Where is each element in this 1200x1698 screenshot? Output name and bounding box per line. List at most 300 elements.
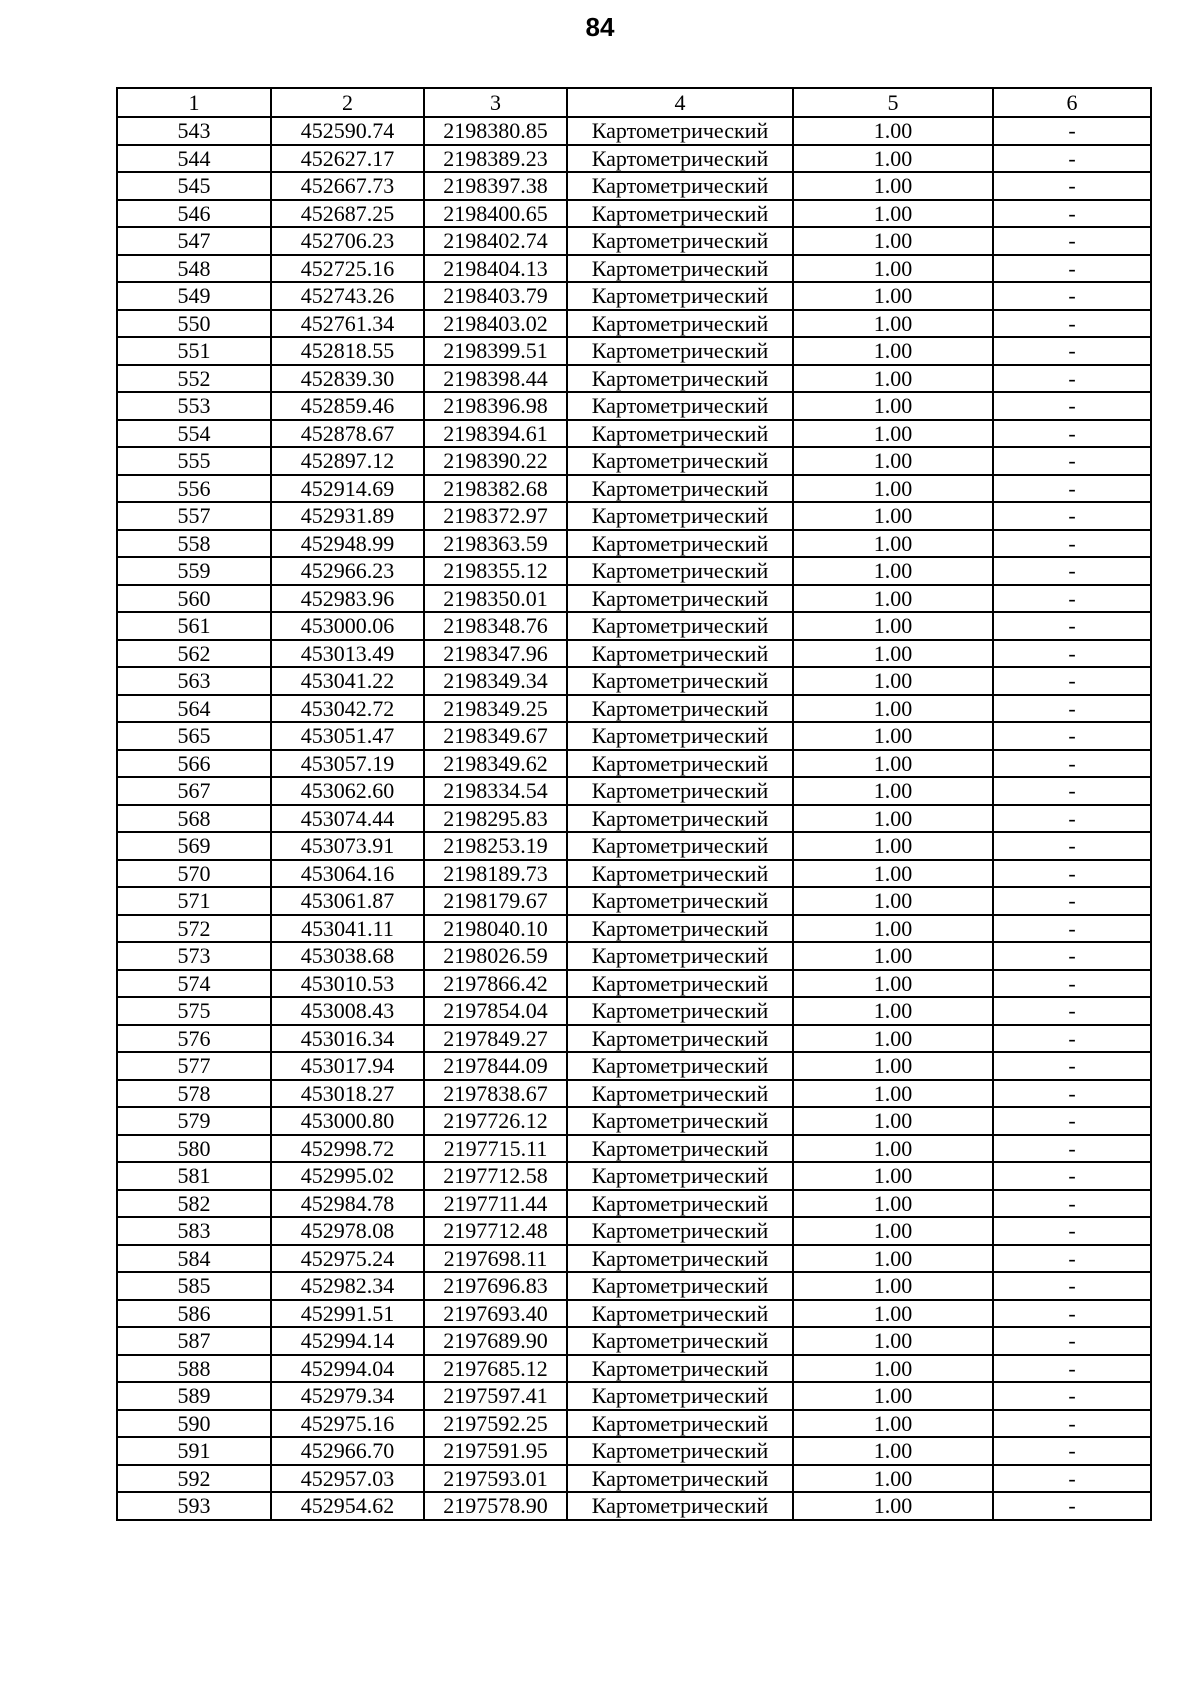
cell-point-number: 559 bbox=[117, 557, 271, 585]
cell-y-coordinate: 2197712.48 bbox=[424, 1217, 567, 1245]
cell-method: Картометрический bbox=[567, 695, 793, 723]
cell-description: - bbox=[993, 832, 1151, 860]
cell-accuracy: 1.00 bbox=[793, 832, 993, 860]
cell-x-coordinate: 452687.25 bbox=[271, 200, 424, 228]
cell-x-coordinate: 452725.16 bbox=[271, 255, 424, 283]
cell-method: Картометрический bbox=[567, 502, 793, 530]
table-row bbox=[117, 1492, 1151, 1520]
cell-description: - bbox=[993, 337, 1151, 365]
cell-x-coordinate: 453041.11 bbox=[271, 915, 424, 943]
cell-y-coordinate: 2198382.68 bbox=[424, 475, 567, 503]
cell-description: - bbox=[993, 1025, 1151, 1053]
cell-point-number: 578 bbox=[117, 1080, 271, 1108]
cell-point-number: 589 bbox=[117, 1382, 271, 1410]
cell-x-coordinate: 452897.12 bbox=[271, 447, 424, 475]
cell-method: Картометрический bbox=[567, 1492, 793, 1520]
cell-y-coordinate: 2197592.25 bbox=[424, 1410, 567, 1438]
cell-method: Картометрический bbox=[567, 1300, 793, 1328]
cell-x-coordinate: 453051.47 bbox=[271, 722, 424, 750]
cell-point-number: 573 bbox=[117, 942, 271, 970]
table-row bbox=[117, 1355, 1151, 1383]
cell-description: - bbox=[993, 1410, 1151, 1438]
cell-description: - bbox=[993, 557, 1151, 585]
table-row bbox=[117, 667, 1151, 695]
table-row bbox=[117, 887, 1151, 915]
cell-description: - bbox=[993, 1355, 1151, 1383]
cell-description: - bbox=[993, 145, 1151, 173]
cell-description: - bbox=[993, 915, 1151, 943]
cell-description: - bbox=[993, 310, 1151, 338]
table-row bbox=[117, 915, 1151, 943]
cell-point-number: 547 bbox=[117, 227, 271, 255]
cell-accuracy: 1.00 bbox=[793, 585, 993, 613]
cell-x-coordinate: 452954.62 bbox=[271, 1492, 424, 1520]
cell-method: Картометрический bbox=[567, 640, 793, 668]
cell-accuracy: 1.00 bbox=[793, 145, 993, 173]
table-row bbox=[117, 585, 1151, 613]
cell-y-coordinate: 2197693.40 bbox=[424, 1300, 567, 1328]
cell-description: - bbox=[993, 667, 1151, 695]
cell-point-number: 560 bbox=[117, 585, 271, 613]
cell-y-coordinate: 2198189.73 bbox=[424, 860, 567, 888]
cell-description: - bbox=[993, 1217, 1151, 1245]
cell-y-coordinate: 2198355.12 bbox=[424, 557, 567, 585]
cell-accuracy: 1.00 bbox=[793, 777, 993, 805]
cell-accuracy: 1.00 bbox=[793, 1272, 993, 1300]
column-header-accuracy: 5 bbox=[793, 88, 993, 117]
table-row bbox=[117, 1107, 1151, 1135]
cell-method: Картометрический bbox=[567, 172, 793, 200]
cell-accuracy: 1.00 bbox=[793, 1437, 993, 1465]
cell-y-coordinate: 2197711.44 bbox=[424, 1190, 567, 1218]
cell-method: Картометрический bbox=[567, 1135, 793, 1163]
cell-accuracy: 1.00 bbox=[793, 667, 993, 695]
cell-accuracy: 1.00 bbox=[793, 172, 993, 200]
cell-x-coordinate: 452983.96 bbox=[271, 585, 424, 613]
cell-point-number: 546 bbox=[117, 200, 271, 228]
cell-point-number: 570 bbox=[117, 860, 271, 888]
cell-x-coordinate: 452931.89 bbox=[271, 502, 424, 530]
cell-x-coordinate: 453074.44 bbox=[271, 805, 424, 833]
cell-point-number: 574 bbox=[117, 970, 271, 998]
cell-accuracy: 1.00 bbox=[793, 805, 993, 833]
cell-method: Картометрический bbox=[567, 392, 793, 420]
cell-point-number: 590 bbox=[117, 1410, 271, 1438]
cell-point-number: 557 bbox=[117, 502, 271, 530]
cell-description: - bbox=[993, 365, 1151, 393]
cell-description: - bbox=[993, 1052, 1151, 1080]
table-row bbox=[117, 337, 1151, 365]
cell-point-number: 592 bbox=[117, 1465, 271, 1493]
cell-accuracy: 1.00 bbox=[793, 1492, 993, 1520]
cell-x-coordinate: 453008.43 bbox=[271, 997, 424, 1025]
cell-description: - bbox=[993, 1107, 1151, 1135]
table-row bbox=[117, 1410, 1151, 1438]
table-row bbox=[117, 750, 1151, 778]
cell-y-coordinate: 2198399.51 bbox=[424, 337, 567, 365]
cell-accuracy: 1.00 bbox=[793, 420, 993, 448]
table-row bbox=[117, 172, 1151, 200]
cell-x-coordinate: 452957.03 bbox=[271, 1465, 424, 1493]
cell-x-coordinate: 452966.23 bbox=[271, 557, 424, 585]
cell-method: Картометрический bbox=[567, 420, 793, 448]
cell-accuracy: 1.00 bbox=[793, 310, 993, 338]
cell-description: - bbox=[993, 255, 1151, 283]
cell-x-coordinate: 453061.87 bbox=[271, 887, 424, 915]
cell-y-coordinate: 2198253.19 bbox=[424, 832, 567, 860]
cell-y-coordinate: 2198390.22 bbox=[424, 447, 567, 475]
table-row bbox=[117, 1465, 1151, 1493]
cell-point-number: 583 bbox=[117, 1217, 271, 1245]
cell-description: - bbox=[993, 1327, 1151, 1355]
cell-point-number: 581 bbox=[117, 1162, 271, 1190]
cell-description: - bbox=[993, 695, 1151, 723]
cell-description: - bbox=[993, 1162, 1151, 1190]
table-body bbox=[117, 117, 1151, 1520]
page-number: 84 bbox=[585, 12, 615, 42]
cell-method: Картометрический bbox=[567, 860, 793, 888]
cell-accuracy: 1.00 bbox=[793, 1135, 993, 1163]
cell-accuracy: 1.00 bbox=[793, 970, 993, 998]
table-header-row bbox=[117, 88, 1151, 117]
cell-point-number: 576 bbox=[117, 1025, 271, 1053]
cell-accuracy: 1.00 bbox=[793, 1245, 993, 1273]
cell-accuracy: 1.00 bbox=[793, 530, 993, 558]
cell-x-coordinate: 452994.14 bbox=[271, 1327, 424, 1355]
cell-y-coordinate: 2197715.11 bbox=[424, 1135, 567, 1163]
cell-point-number: 582 bbox=[117, 1190, 271, 1218]
cell-y-coordinate: 2198400.65 bbox=[424, 200, 567, 228]
cell-y-coordinate: 2198350.01 bbox=[424, 585, 567, 613]
cell-y-coordinate: 2197849.27 bbox=[424, 1025, 567, 1053]
cell-x-coordinate: 452590.74 bbox=[271, 117, 424, 145]
cell-method: Картометрический bbox=[567, 612, 793, 640]
cell-accuracy: 1.00 bbox=[793, 1052, 993, 1080]
table-row bbox=[117, 145, 1151, 173]
cell-point-number: 577 bbox=[117, 1052, 271, 1080]
cell-point-number: 569 bbox=[117, 832, 271, 860]
cell-x-coordinate: 452991.51 bbox=[271, 1300, 424, 1328]
cell-method: Картометрический bbox=[567, 255, 793, 283]
cell-accuracy: 1.00 bbox=[793, 1080, 993, 1108]
cell-x-coordinate: 453017.94 bbox=[271, 1052, 424, 1080]
cell-point-number: 585 bbox=[117, 1272, 271, 1300]
cell-y-coordinate: 2198402.74 bbox=[424, 227, 567, 255]
table-row bbox=[117, 832, 1151, 860]
cell-x-coordinate: 452975.16 bbox=[271, 1410, 424, 1438]
cell-description: - bbox=[993, 1492, 1151, 1520]
cell-method: Картометрический bbox=[567, 117, 793, 145]
cell-method: Картометрический bbox=[567, 1107, 793, 1135]
cell-point-number: 548 bbox=[117, 255, 271, 283]
table-row bbox=[117, 502, 1151, 530]
cell-point-number: 575 bbox=[117, 997, 271, 1025]
cell-method: Картометрический bbox=[567, 832, 793, 860]
table-row bbox=[117, 942, 1151, 970]
cell-description: - bbox=[993, 475, 1151, 503]
table-row bbox=[117, 1025, 1151, 1053]
cell-description: - bbox=[993, 1465, 1151, 1493]
cell-y-coordinate: 2197712.58 bbox=[424, 1162, 567, 1190]
cell-y-coordinate: 2197591.95 bbox=[424, 1437, 567, 1465]
cell-accuracy: 1.00 bbox=[793, 722, 993, 750]
table-row bbox=[117, 640, 1151, 668]
cell-method: Картометрический bbox=[567, 1382, 793, 1410]
cell-y-coordinate: 2197578.90 bbox=[424, 1492, 567, 1520]
cell-point-number: 551 bbox=[117, 337, 271, 365]
cell-accuracy: 1.00 bbox=[793, 887, 993, 915]
cell-point-number: 587 bbox=[117, 1327, 271, 1355]
cell-point-number: 554 bbox=[117, 420, 271, 448]
cell-x-coordinate: 453000.80 bbox=[271, 1107, 424, 1135]
cell-accuracy: 1.00 bbox=[793, 475, 993, 503]
cell-accuracy: 1.00 bbox=[793, 750, 993, 778]
table-row bbox=[117, 805, 1151, 833]
cell-point-number: 567 bbox=[117, 777, 271, 805]
cell-point-number: 564 bbox=[117, 695, 271, 723]
cell-y-coordinate: 2198394.61 bbox=[424, 420, 567, 448]
table-row bbox=[117, 1190, 1151, 1218]
cell-description: - bbox=[993, 1135, 1151, 1163]
cell-accuracy: 1.00 bbox=[793, 447, 993, 475]
cell-description: - bbox=[993, 997, 1151, 1025]
cell-x-coordinate: 452998.72 bbox=[271, 1135, 424, 1163]
cell-point-number: 558 bbox=[117, 530, 271, 558]
cell-x-coordinate: 453013.49 bbox=[271, 640, 424, 668]
cell-x-coordinate: 453018.27 bbox=[271, 1080, 424, 1108]
cell-method: Картометрический bbox=[567, 1437, 793, 1465]
cell-point-number: 566 bbox=[117, 750, 271, 778]
cell-method: Картометрический bbox=[567, 942, 793, 970]
cell-method: Картометрический bbox=[567, 1272, 793, 1300]
cell-method: Картометрический bbox=[567, 1190, 793, 1218]
cell-method: Картометрический bbox=[567, 777, 793, 805]
column-header-description: 6 bbox=[993, 88, 1151, 117]
cell-x-coordinate: 452743.26 bbox=[271, 282, 424, 310]
table-row bbox=[117, 557, 1151, 585]
cell-point-number: 545 bbox=[117, 172, 271, 200]
cell-method: Картометрический bbox=[567, 1410, 793, 1438]
cell-method: Картометрический bbox=[567, 667, 793, 695]
cell-x-coordinate: 453038.68 bbox=[271, 942, 424, 970]
cell-x-coordinate: 452839.30 bbox=[271, 365, 424, 393]
cell-y-coordinate: 2198334.54 bbox=[424, 777, 567, 805]
table-row bbox=[117, 117, 1151, 145]
cell-method: Картометрический bbox=[567, 337, 793, 365]
table-row bbox=[117, 227, 1151, 255]
cell-x-coordinate: 452761.34 bbox=[271, 310, 424, 338]
cell-y-coordinate: 2197838.67 bbox=[424, 1080, 567, 1108]
cell-method: Картометрический bbox=[567, 750, 793, 778]
cell-y-coordinate: 2198403.02 bbox=[424, 310, 567, 338]
cell-description: - bbox=[993, 447, 1151, 475]
cell-accuracy: 1.00 bbox=[793, 1162, 993, 1190]
cell-method: Картометрический bbox=[567, 915, 793, 943]
cell-x-coordinate: 453041.22 bbox=[271, 667, 424, 695]
cell-method: Картометрический bbox=[567, 1465, 793, 1493]
cell-description: - bbox=[993, 117, 1151, 145]
cell-y-coordinate: 2198389.23 bbox=[424, 145, 567, 173]
table-row bbox=[117, 1245, 1151, 1273]
cell-y-coordinate: 2197593.01 bbox=[424, 1465, 567, 1493]
cell-y-coordinate: 2197866.42 bbox=[424, 970, 567, 998]
cell-method: Картометрический bbox=[567, 557, 793, 585]
cell-point-number: 586 bbox=[117, 1300, 271, 1328]
table-row bbox=[117, 392, 1151, 420]
column-header-x-coordinate: 2 bbox=[271, 88, 424, 117]
cell-point-number: 556 bbox=[117, 475, 271, 503]
cell-description: - bbox=[993, 227, 1151, 255]
table-row bbox=[117, 1162, 1151, 1190]
cell-description: - bbox=[993, 392, 1151, 420]
cell-description: - bbox=[993, 750, 1151, 778]
cell-point-number: 553 bbox=[117, 392, 271, 420]
cell-accuracy: 1.00 bbox=[793, 337, 993, 365]
cell-accuracy: 1.00 bbox=[793, 1217, 993, 1245]
cell-method: Картометрический bbox=[567, 1080, 793, 1108]
cell-description: - bbox=[993, 722, 1151, 750]
cell-accuracy: 1.00 bbox=[793, 915, 993, 943]
cell-point-number: 568 bbox=[117, 805, 271, 833]
cell-y-coordinate: 2198396.98 bbox=[424, 392, 567, 420]
cell-x-coordinate: 452994.04 bbox=[271, 1355, 424, 1383]
cell-description: - bbox=[993, 585, 1151, 613]
cell-method: Картометрический bbox=[567, 970, 793, 998]
cell-x-coordinate: 453057.19 bbox=[271, 750, 424, 778]
cell-method: Картометрический bbox=[567, 1217, 793, 1245]
cell-y-coordinate: 2198372.97 bbox=[424, 502, 567, 530]
table-row bbox=[117, 282, 1151, 310]
cell-point-number: 552 bbox=[117, 365, 271, 393]
table-row bbox=[117, 612, 1151, 640]
cell-method: Картометрический bbox=[567, 447, 793, 475]
cell-y-coordinate: 2198349.34 bbox=[424, 667, 567, 695]
cell-description: - bbox=[993, 530, 1151, 558]
cell-accuracy: 1.00 bbox=[793, 1190, 993, 1218]
cell-y-coordinate: 2198398.44 bbox=[424, 365, 567, 393]
cell-point-number: 549 bbox=[117, 282, 271, 310]
cell-method: Картометрический bbox=[567, 200, 793, 228]
cell-method: Картометрический bbox=[567, 585, 793, 613]
cell-method: Картометрический bbox=[567, 145, 793, 173]
cell-accuracy: 1.00 bbox=[793, 1327, 993, 1355]
cell-description: - bbox=[993, 1382, 1151, 1410]
cell-y-coordinate: 2197597.41 bbox=[424, 1382, 567, 1410]
cell-y-coordinate: 2197726.12 bbox=[424, 1107, 567, 1135]
cell-accuracy: 1.00 bbox=[793, 640, 993, 668]
cell-accuracy: 1.00 bbox=[793, 1300, 993, 1328]
cell-x-coordinate: 452995.02 bbox=[271, 1162, 424, 1190]
cell-description: - bbox=[993, 860, 1151, 888]
cell-description: - bbox=[993, 887, 1151, 915]
cell-description: - bbox=[993, 200, 1151, 228]
cell-method: Картометрический bbox=[567, 1327, 793, 1355]
cell-point-number: 572 bbox=[117, 915, 271, 943]
cell-description: - bbox=[993, 777, 1151, 805]
cell-point-number: 579 bbox=[117, 1107, 271, 1135]
table-row bbox=[117, 1272, 1151, 1300]
cell-method: Картометрический bbox=[567, 887, 793, 915]
cell-method: Картометрический bbox=[567, 997, 793, 1025]
column-header-y-coordinate: 3 bbox=[424, 88, 567, 117]
cell-x-coordinate: 452818.55 bbox=[271, 337, 424, 365]
cell-accuracy: 1.00 bbox=[793, 1410, 993, 1438]
cell-accuracy: 1.00 bbox=[793, 860, 993, 888]
cell-accuracy: 1.00 bbox=[793, 1382, 993, 1410]
cell-accuracy: 1.00 bbox=[793, 200, 993, 228]
cell-x-coordinate: 453042.72 bbox=[271, 695, 424, 723]
cell-description: - bbox=[993, 1245, 1151, 1273]
table-row bbox=[117, 722, 1151, 750]
cell-y-coordinate: 2197854.04 bbox=[424, 997, 567, 1025]
cell-x-coordinate: 452706.23 bbox=[271, 227, 424, 255]
cell-description: - bbox=[993, 420, 1151, 448]
cell-y-coordinate: 2198295.83 bbox=[424, 805, 567, 833]
cell-description: - bbox=[993, 970, 1151, 998]
cell-y-coordinate: 2198403.79 bbox=[424, 282, 567, 310]
cell-x-coordinate: 453073.91 bbox=[271, 832, 424, 860]
column-header-method: 4 bbox=[567, 88, 793, 117]
cell-method: Картометрический bbox=[567, 365, 793, 393]
table-row bbox=[117, 310, 1151, 338]
table-row bbox=[117, 530, 1151, 558]
table-row bbox=[117, 1052, 1151, 1080]
cell-x-coordinate: 452984.78 bbox=[271, 1190, 424, 1218]
cell-accuracy: 1.00 bbox=[793, 1107, 993, 1135]
cell-description: - bbox=[993, 172, 1151, 200]
table-row bbox=[117, 1437, 1151, 1465]
cell-x-coordinate: 452859.46 bbox=[271, 392, 424, 420]
table-row bbox=[117, 695, 1151, 723]
cell-accuracy: 1.00 bbox=[793, 695, 993, 723]
table-row bbox=[117, 860, 1151, 888]
cell-accuracy: 1.00 bbox=[793, 392, 993, 420]
cell-method: Картометрический bbox=[567, 1052, 793, 1080]
cell-method: Картометрический bbox=[567, 1245, 793, 1273]
cell-accuracy: 1.00 bbox=[793, 255, 993, 283]
cell-point-number: 584 bbox=[117, 1245, 271, 1273]
coordinates-table bbox=[116, 87, 1152, 1521]
cell-accuracy: 1.00 bbox=[793, 997, 993, 1025]
cell-y-coordinate: 2197696.83 bbox=[424, 1272, 567, 1300]
cell-accuracy: 1.00 bbox=[793, 502, 993, 530]
cell-method: Картометрический bbox=[567, 310, 793, 338]
cell-method: Картометрический bbox=[567, 1355, 793, 1383]
table-row bbox=[117, 365, 1151, 393]
cell-y-coordinate: 2197689.90 bbox=[424, 1327, 567, 1355]
table-row bbox=[117, 777, 1151, 805]
cell-method: Картометрический bbox=[567, 1162, 793, 1190]
cell-point-number: 550 bbox=[117, 310, 271, 338]
cell-description: - bbox=[993, 1190, 1151, 1218]
cell-point-number: 543 bbox=[117, 117, 271, 145]
table-row bbox=[117, 970, 1151, 998]
cell-point-number: 555 bbox=[117, 447, 271, 475]
cell-accuracy: 1.00 bbox=[793, 227, 993, 255]
table-row bbox=[117, 1135, 1151, 1163]
table-row bbox=[117, 1382, 1151, 1410]
cell-accuracy: 1.00 bbox=[793, 1355, 993, 1383]
cell-point-number: 562 bbox=[117, 640, 271, 668]
cell-x-coordinate: 452979.34 bbox=[271, 1382, 424, 1410]
cell-y-coordinate: 2198363.59 bbox=[424, 530, 567, 558]
cell-description: - bbox=[993, 612, 1151, 640]
cell-y-coordinate: 2198348.76 bbox=[424, 612, 567, 640]
cell-description: - bbox=[993, 282, 1151, 310]
cell-point-number: 561 bbox=[117, 612, 271, 640]
cell-method: Картометрический bbox=[567, 282, 793, 310]
cell-y-coordinate: 2197698.11 bbox=[424, 1245, 567, 1273]
